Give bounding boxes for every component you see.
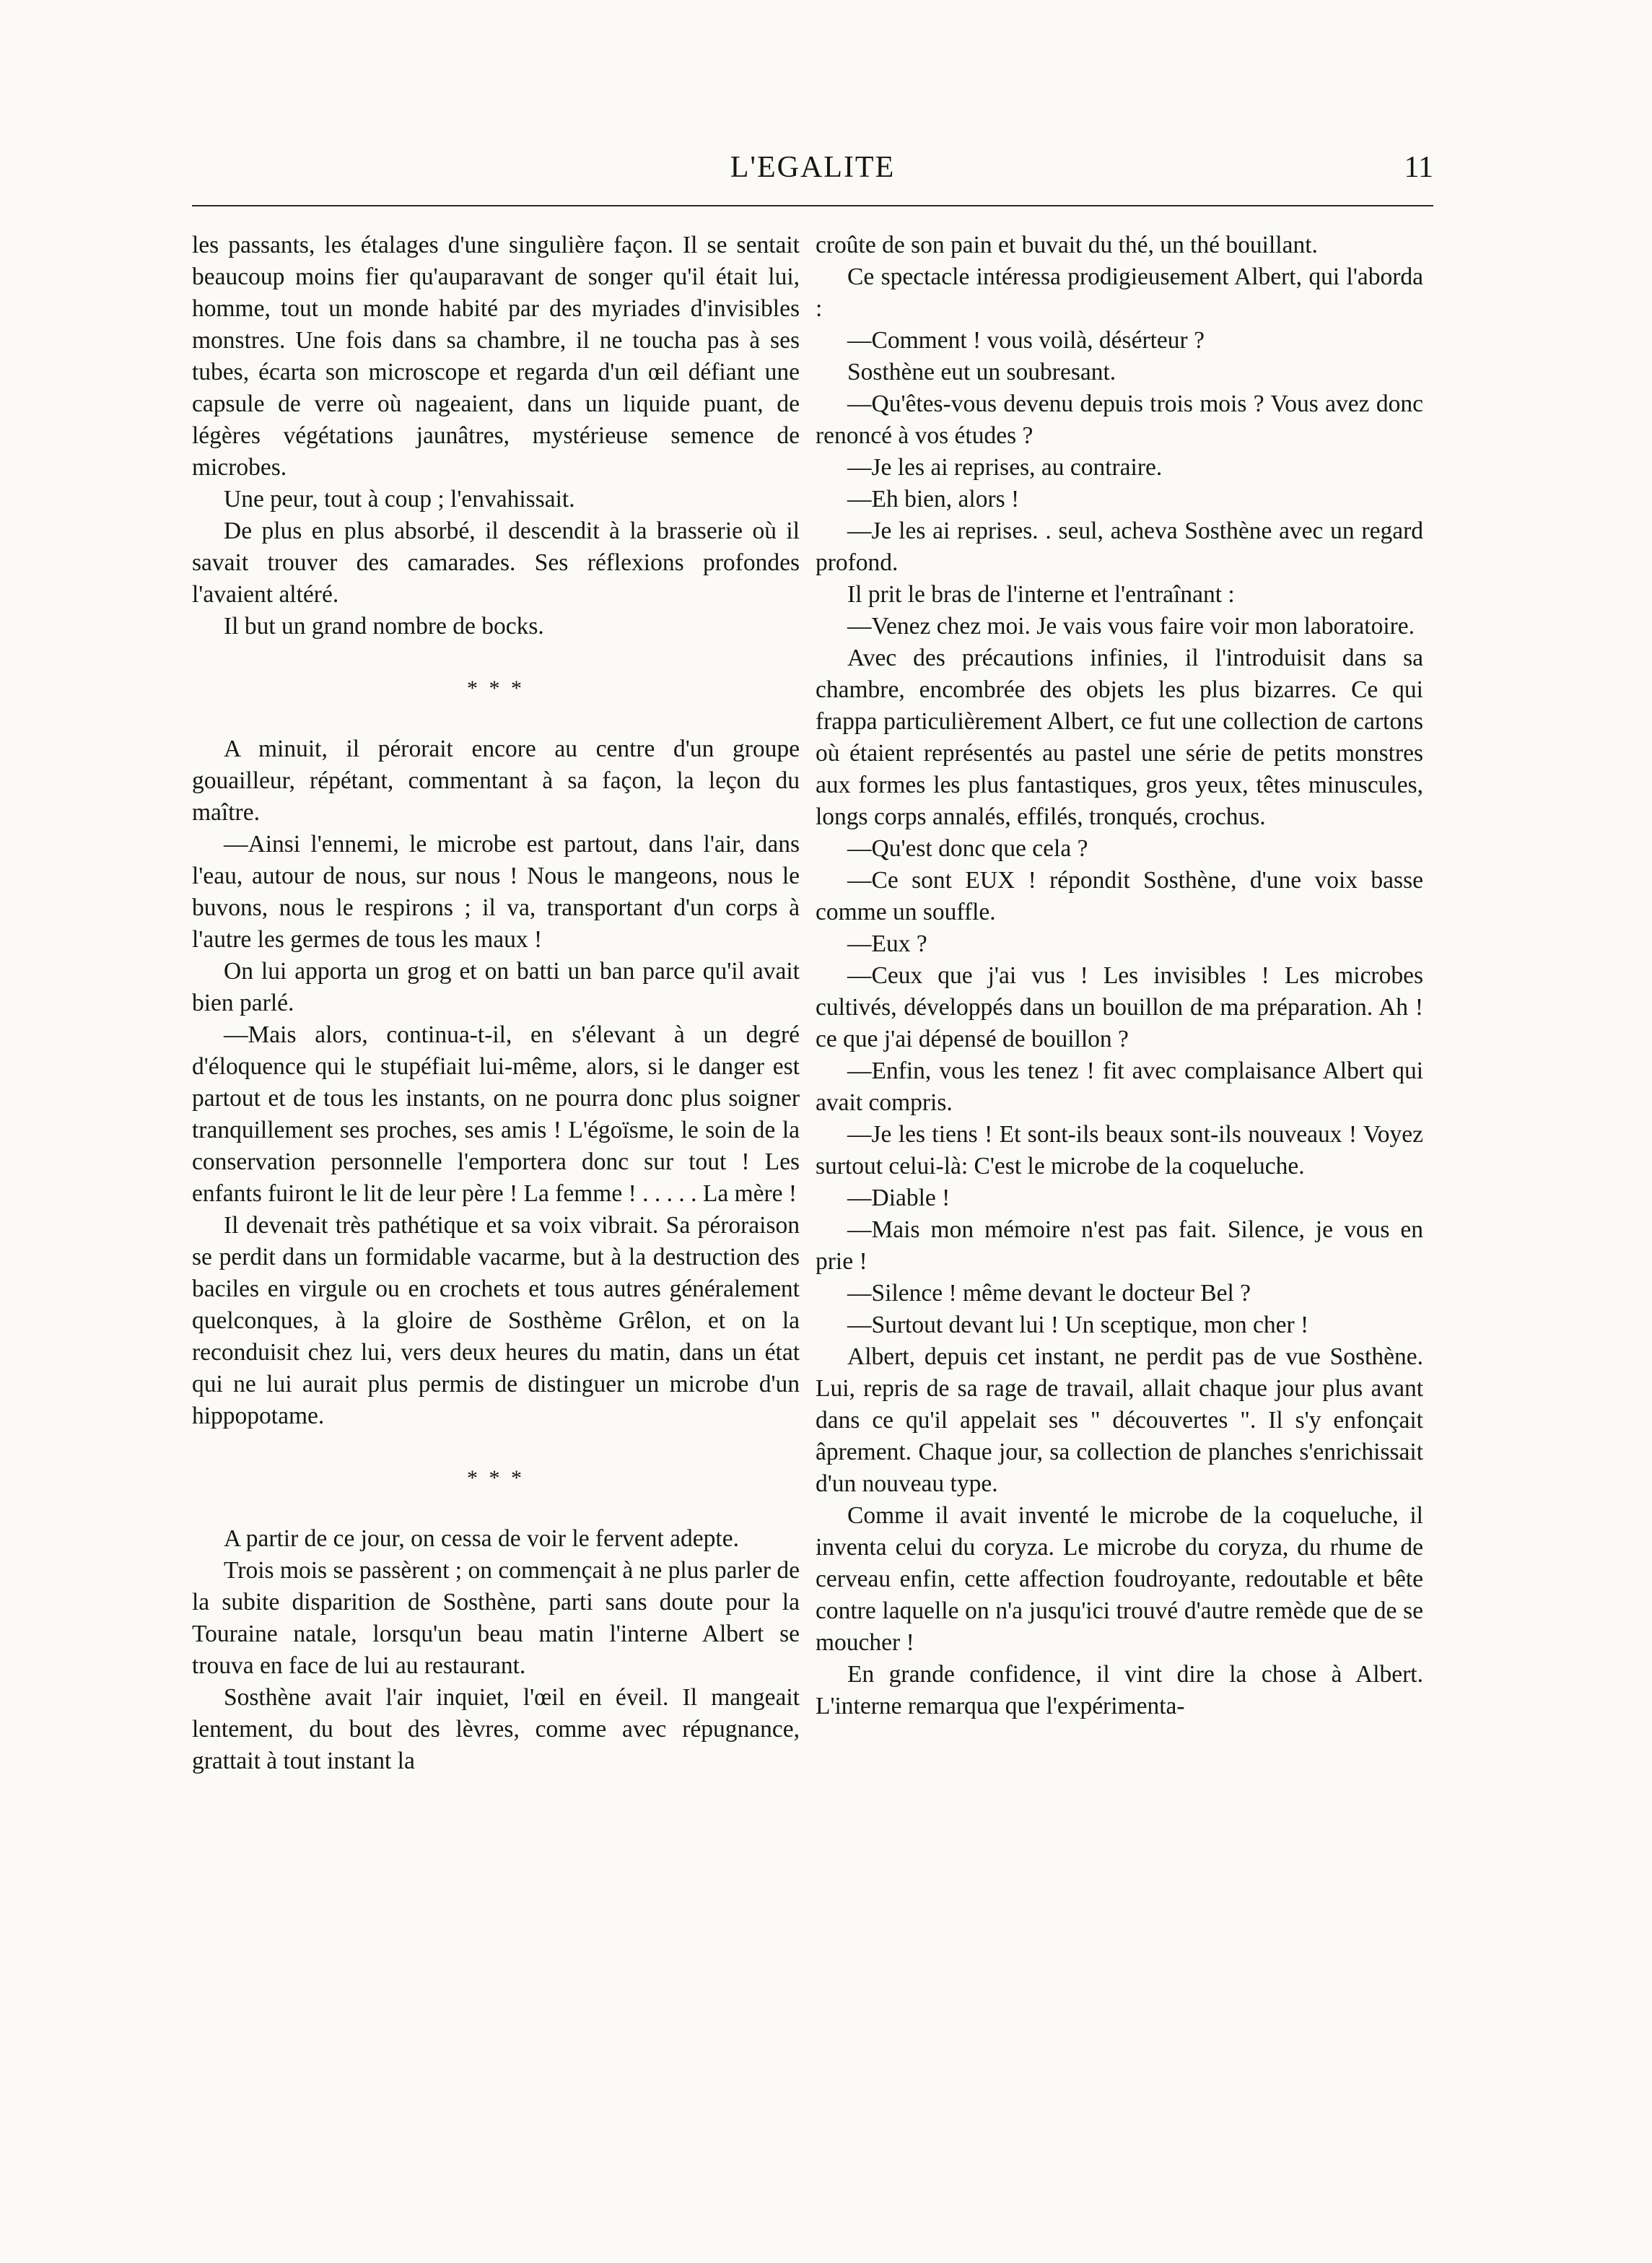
paragraph: A partir de ce jour, on cessa de voir le fervent adepte. [224, 1525, 739, 1552]
asterism: * * * [467, 676, 525, 700]
paragraph: Albert, depuis cet instant, ne perdit pas de vue Sosthène. Lui, repris de sa rage de travail, allait chaque jour plus avant dans ce qu'il appelait ses " découvertes ". Il s'y enfonçait âprement. Chaque jour, sa collection de planches s'enrichissait d'un nouveau type. [816, 1343, 1423, 1497]
paragraph: —Ceux que j'ai vus ! Les invisibles ! Les microbes cultivés, développés dans un bouillon de ma préparation. Ah ! ce que j'ai dépensé de bouillon ? [816, 962, 1423, 1052]
page-header [192, 150, 1433, 193]
paragraph: croûte de son pain et buvait du thé, un thé bouillant. [816, 232, 1318, 258]
paragraph: Il prit le bras de l'interne et l'entraînant : [847, 581, 1235, 608]
paragraph: On lui apporta un grog et on batti un ban parce qu'il avait bien parlé. [192, 958, 800, 1016]
paragraph: Il but un grand nombre de bocks. [224, 613, 544, 640]
paragraph: —Comment ! vous voilà, désérteur ? [847, 327, 1205, 354]
paragraph: Une peur, tout à coup ; l'envahissait. [224, 486, 575, 513]
paragraph: —Diable ! [847, 1185, 950, 1211]
paragraph: Comme il avait inventé le microbe de la coqueluche, il inventa celui du coryza. Le microbe du coryza, du rhume de cerveau enfin, cette affection foudroyante, redoutable et bête contre laquelle on n'a jusqu'ici trouvé d'autre remède que de se moucher ! [816, 1502, 1423, 1656]
paragraph: —Qu'est donc que cela ? [847, 835, 1088, 862]
paragraph: Sosthène avait l'air inquiet, l'œil en éveil. Il mangeait lentement, du bout des lèvres, comme avec répugnance, grattait à tout instant la [192, 1684, 800, 1774]
paragraph: Avec des précautions infinies, il l'introduisit dans sa chambre, encombrée des objets les plus bizarres. Ce qui frappa particulièrement Albert, ce fut une collection de cartons où étaient représentés au pastel une série de petits monstres aux formes les plus fantastiques, gros yeux, têtes minuscules, longs corps annalés, effilés, tronqués, crochus. [816, 645, 1423, 830]
paragraph: —Venez chez moi. Je vais vous faire voir mon laboratoire. [847, 613, 1415, 640]
paragraph: —Ce sont EUX ! répondit Sosthène, d'une voix basse comme un souffle. [816, 867, 1423, 925]
paragraph: —Je les ai reprises. . seul, acheva Sosthène avec un regard profond. [816, 518, 1423, 576]
paragraph: —Mais mon mémoire n'est pas fait. Silence, je vous en prie ! [816, 1216, 1423, 1275]
asterism: * * * [467, 1466, 525, 1490]
paragraph: A minuit, il pérorait encore au centre d'un groupe gouailleur, répétant, commentant à sa façon, la leçon du maître. [192, 736, 800, 826]
header-rule [192, 205, 1433, 206]
paragraph: —Eux ? [847, 930, 927, 957]
paragraph: —Mais alors, continua-t-il, en s'élevant à un degré d'éloquence qui le stupéfiait lui-même, alors, si le danger est partout et de tous les instants, on ne pourra donc plus soigner tranquillement ses proches, ses amis ! L'égoïsme, le soin de la conservation personnelle l'emportera donc sur tout ! Les enfants fuiront le lit de leur père ! La femme ! . . . . . La mère ! [192, 1021, 800, 1207]
paragraph: —Eh bien, alors ! [847, 486, 1020, 513]
paragraph: —Je les ai reprises, au contraire. [847, 454, 1163, 481]
section-separator [192, 1466, 800, 1490]
section-separator [192, 676, 800, 700]
paragraph: —Surtout devant lui ! Un sceptique, mon cher ! [847, 1312, 1309, 1338]
right-column [816, 230, 1423, 1722]
paragraph: Il devenait très pathétique et sa voix vibrait. Sa péroraison se perdit dans un formidable vacarme, but à la destruction des baciles en virgule ou en crochets et tous autres généralement quelconques, à la gloire de Sosthème Grêlon, et on la reconduisit chez lui, vers deux heures du matin, dans un état qui ne lui aurait plus permis de distinguer un microbe d'un hippopotame. [192, 1212, 800, 1429]
paragraph: —Silence ! même devant le docteur Bel ? [847, 1280, 1251, 1307]
paragraph: En grande confidence, il vint dire la chose à Albert. L'interne remarqua que l'expérimenta- [816, 1661, 1423, 1719]
page-number: 11 [1404, 151, 1433, 184]
left-column [192, 230, 800, 1777]
paragraph: —Qu'êtes-vous devenu depuis trois mois ? Vous avez donc renoncé à vos études ? [816, 391, 1423, 449]
paragraph: les passants, les étalages d'une singulière façon. Il se sentait beaucoup moins fier qu'auparavant de songer qu'il était lui, homme, tout un monde habité par des myriades d'invisibles monstres. Une fois dans sa chambre, il ne toucha pas à ses tubes, écarta son microscope et regarda d'un œil défiant une capsule de verre où nageaient, dans un liquide puant, de légères végétations jaunâtres, mystérieuse semence de microbes. [192, 232, 800, 481]
paragraph: De plus en plus absorbé, il descendit à la brasserie où il savait trouver des camarades. Ses réflexions profondes l'avaient altéré. [192, 518, 800, 608]
paragraph: Trois mois se passèrent ; on commençait à ne plus parler de la subite disparition de Sosthène, parti sans doute pour la Touraine natale, lorsqu'un beau matin l'interne Albert se trouva en face de lui au restaurant. [192, 1557, 800, 1679]
paragraph: —Je les tiens ! Et sont-ils beaux sont-ils nouveaux ! Voyez surtout celui-là: C'est le microbe de la coqueluche. [816, 1121, 1423, 1180]
running-title: L'EGALITE [730, 151, 896, 184]
paragraph: Ce spectacle intéressa prodigieusement Albert, qui l'aborda : [816, 263, 1423, 322]
paragraph: —Ainsi l'ennemi, le microbe est partout, dans l'air, dans l'eau, autour de nous, sur nous ! Nous le mangeons, nous le buvons, nous le respirons ; il va, transportant d'un corps à l'autre les germes de tous les maux ! [192, 831, 800, 953]
paragraph: Sosthène eut un soubresant. [847, 359, 1116, 385]
paragraph: —Enfin, vous les tenez ! fit avec complaisance Albert qui avait compris. [816, 1058, 1423, 1116]
